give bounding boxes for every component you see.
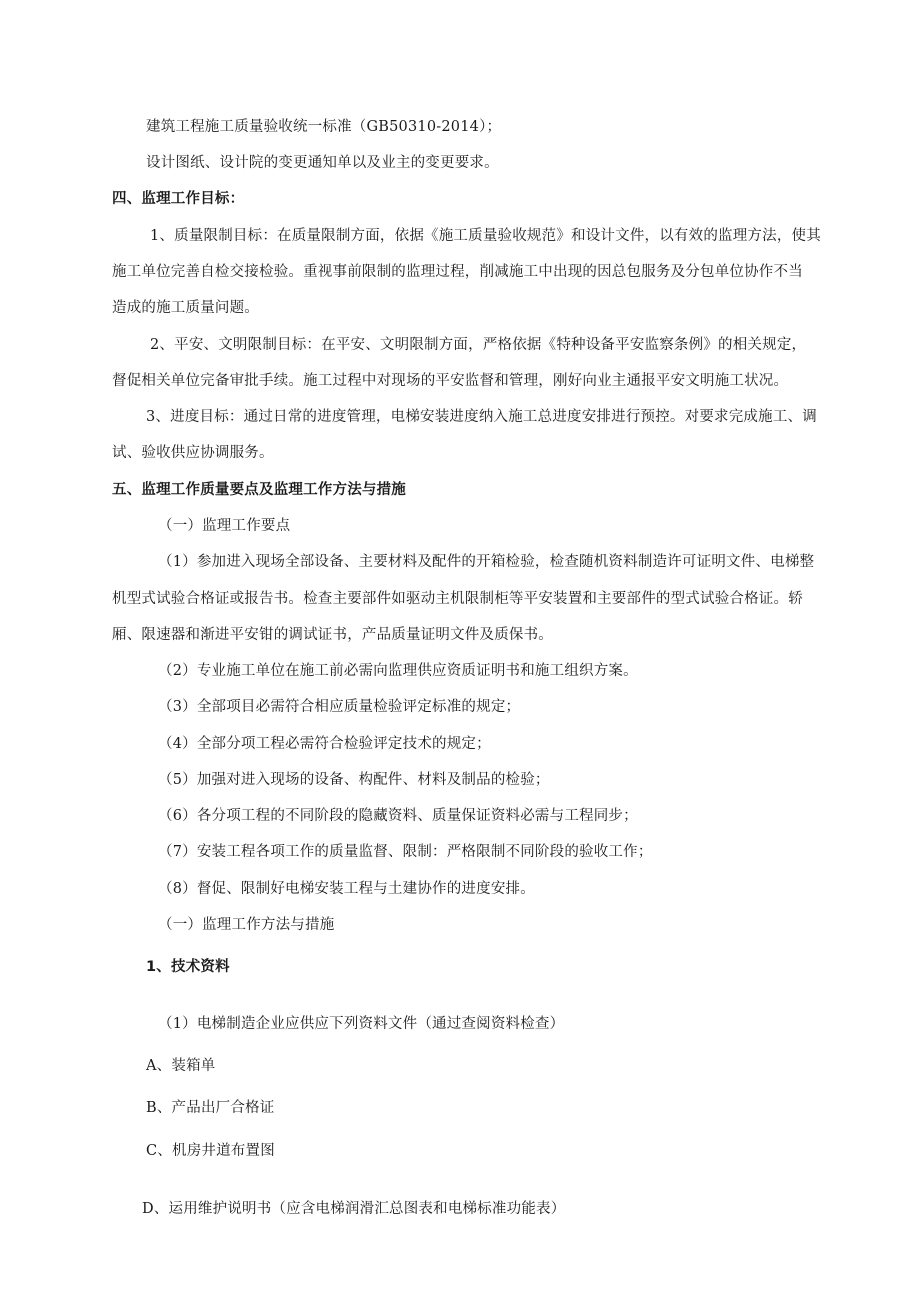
paragraph-quality-goal-line-3: 造成的施工质量问题。 [112, 300, 259, 316]
document-item-b: B、产品出厂合格证 [146, 1100, 275, 1116]
section-heading-4: 四、监理工作目标： [112, 191, 245, 207]
item-2: （2）专业施工单位在施工前必需向监理供应资质证明书和施工组织方案。 [158, 663, 638, 679]
paragraph-quality-goal-line-2: 施工单位完善自检交接检验。重视事前限制的监理过程，削减施工中出现的因总包服务及分包单位协作不当 [112, 264, 803, 280]
subsection-heading-key-points: （一）监理工作要点 [158, 518, 291, 534]
paragraph-safety-goal-line-1: 2、平安、文明限制目标：在平安、文明限制方面，严格依据《特种设备平安监察条例》的相关规定， [150, 337, 807, 353]
section-heading-5: 五、监理工作质量要点及监理工作方法与措施 [112, 482, 406, 498]
item-1-line-1: （1）参加进入现场全部设备、主要材料及配件的开箱检验，检查随机资料制造许可证明文件、电梯整 [158, 554, 815, 570]
text-line-drawings: 设计图纸、设计院的变更通知单以及业主的变更要求。 [146, 155, 499, 171]
paragraph-quality-goal-line-1: 1、质量限制目标：在质量限制方面，依据《施工质量验收规范》和设计文件，以有效的监理方法，使其 [150, 228, 821, 244]
document-item-a: A、装箱单 [146, 1058, 216, 1074]
item-5: （5）加强对进入现场的设备、构配件、材料及制品的检验； [158, 772, 550, 788]
paragraph-schedule-goal-line-2: 试、验收供应协调服务。 [112, 445, 274, 461]
item-1-line-2: 机型式试验合格证或报告书。检查主要部件如驱动主机限制柜等平安装置和主要部件的型式试验合格证。轿 [112, 591, 803, 607]
paragraph-schedule-goal-line-1: 3、进度目标：通过日常的进度管理，电梯安装进度纳入施工总进度安排进行预控。对要求完成施工、调 [146, 409, 817, 425]
subsection-heading-methods: （一）监理工作方法与措施 [158, 917, 335, 933]
document-item-d: D、运用维护说明书（应含电梯润滑汇总图表和电梯标准功能表） [142, 1201, 566, 1217]
item-documents-list-intro: （1）电梯制造企业应供应下列资料文件（通过查阅资料检查） [158, 1016, 565, 1032]
item-3: （3）全部项目必需符合相应质量检验评定标准的规定； [158, 699, 521, 715]
document-item-c: C、机房井道布置图 [146, 1143, 275, 1159]
heading-technical-documents: 1、技术资料 [146, 959, 230, 975]
item-1-line-3: 厢、限速器和渐进平安钳的调试证书，产品质量证明文件及质保书。 [112, 627, 553, 643]
item-6: （6）各分项工程的不同阶段的隐藏资料、质量保证资料必需与工程同步； [158, 808, 638, 824]
text-line-standard: 建筑工程施工质量验收统一标准（GB50310-2014）； [146, 119, 502, 135]
item-7: （7）安装工程各项工作的质量监督、限制：严格限制不同阶段的验收工作； [158, 844, 653, 860]
item-8: （8）督促、限制好电梯安装工程与土建协作的进度安排。 [158, 881, 535, 897]
item-4: （4）全部分项工程必需符合检验评定技术的规定； [158, 736, 491, 752]
paragraph-safety-goal-line-2: 督促相关单位完备审批手续。施工过程中对现场的平安监督和管理，刚好向业主通报平安文明施工状况。 [112, 373, 789, 389]
